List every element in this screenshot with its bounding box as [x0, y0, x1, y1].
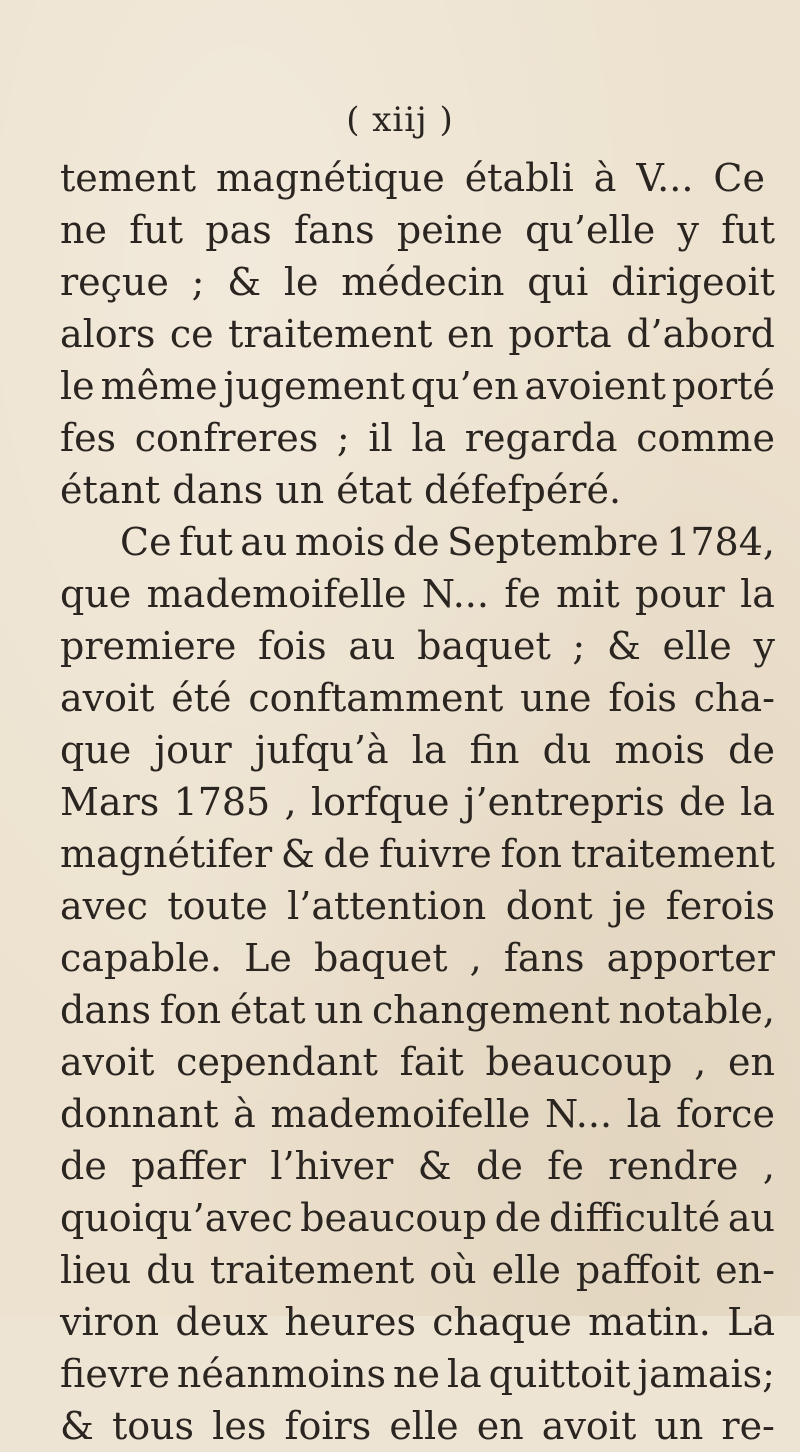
word: j’entrepris: [463, 780, 665, 824]
word: fois: [608, 676, 677, 720]
word: ne: [392, 1352, 440, 1396]
word: baquet: [313, 936, 448, 980]
word: fait: [399, 1040, 464, 1084]
word: traitement: [228, 312, 433, 356]
text-line: [60, 724, 775, 776]
word: changement: [371, 988, 610, 1032]
word: de: [728, 728, 775, 772]
word: que: [60, 572, 132, 616]
word: notable,: [618, 988, 775, 1032]
word: fe: [547, 1144, 584, 1188]
word: ;: [572, 624, 586, 668]
word: N...: [544, 1092, 613, 1136]
word: capable.: [60, 936, 222, 980]
word: fois: [258, 624, 327, 668]
word: à: [593, 156, 617, 200]
word: jufqu’à: [254, 728, 389, 772]
text-line: [60, 1140, 775, 1192]
word: ce: [169, 312, 214, 356]
word: tement: [60, 156, 197, 200]
word: traitement: [570, 832, 775, 876]
word: comme: [636, 416, 775, 460]
word: Septembre: [447, 520, 659, 564]
text-line: [60, 1348, 775, 1400]
word: toute: [167, 884, 268, 928]
word: dirigeoit: [611, 260, 775, 304]
word: rendre: [608, 1144, 739, 1188]
word: un: [314, 988, 364, 1032]
word: fuivre: [378, 832, 492, 876]
word: ,: [469, 936, 482, 980]
text-line: [60, 620, 775, 672]
word: &: [60, 1404, 94, 1448]
word: cependant: [176, 1040, 378, 1084]
word: &: [280, 832, 315, 876]
word: Ce: [120, 520, 172, 564]
word: dans: [60, 988, 151, 1032]
word: la: [740, 780, 775, 824]
word: ,: [762, 1144, 775, 1188]
word: difficulté: [548, 1196, 721, 1240]
word: ,: [694, 1040, 707, 1084]
word: ;: [336, 416, 350, 460]
word: de: [60, 1144, 107, 1188]
word: magnétifer: [60, 832, 273, 876]
word: même: [100, 364, 218, 408]
word: une: [520, 676, 592, 720]
word: la: [411, 728, 447, 772]
word: traitement: [210, 1248, 415, 1292]
word: de: [679, 780, 726, 824]
text-line: [60, 880, 775, 932]
page-number: ( xiij ): [346, 100, 454, 140]
word: il: [368, 416, 393, 460]
word: 1784,: [666, 520, 775, 564]
text-line: [60, 152, 765, 204]
word: force: [676, 1092, 775, 1136]
word: donnant: [60, 1092, 219, 1136]
word: 1785: [173, 780, 271, 824]
word: mademoifelle: [270, 1092, 531, 1136]
word: &: [417, 1144, 452, 1188]
word: viron: [60, 1300, 160, 1344]
word: regarda: [464, 416, 618, 460]
word: jamais;: [637, 1352, 775, 1396]
word: qu’en: [410, 364, 519, 408]
word: foirs: [284, 1404, 372, 1448]
word: chaque: [432, 1300, 572, 1344]
word: avec: [60, 884, 148, 928]
word: au: [727, 1196, 775, 1240]
word: Le: [244, 936, 292, 980]
word: médecin: [341, 260, 505, 304]
word: porté: [671, 364, 775, 408]
text-line: [60, 256, 775, 308]
word: avoient: [524, 364, 666, 408]
word: en-: [715, 1248, 775, 1292]
word: le: [283, 260, 319, 304]
word: mit: [556, 572, 620, 616]
word: alors: [60, 312, 156, 356]
word: du: [542, 728, 592, 772]
word: jugement: [223, 364, 405, 408]
word: pour: [634, 572, 725, 616]
word: tous: [111, 1404, 195, 1448]
word: conftamment: [248, 676, 504, 720]
word: matin.: [588, 1300, 711, 1344]
word: heures: [284, 1300, 416, 1344]
word: ;: [191, 260, 205, 304]
word: de: [494, 1196, 542, 1240]
text-line: [60, 776, 775, 828]
word: l’hiver: [270, 1144, 394, 1188]
word: fin: [469, 728, 520, 772]
word: cha-: [693, 676, 775, 720]
word: qui: [527, 260, 589, 304]
word: ferois: [665, 884, 775, 928]
word: lorfque: [310, 780, 450, 824]
word: au: [240, 520, 288, 564]
word: fe: [504, 572, 541, 616]
word: fut: [129, 208, 184, 252]
word: en: [446, 312, 494, 356]
word: porta: [508, 312, 612, 356]
word: la: [446, 1352, 482, 1396]
word: y: [677, 208, 699, 252]
word: magnétique: [216, 156, 445, 200]
word: à: [233, 1092, 256, 1136]
word: d’abord: [626, 312, 775, 356]
text-line: [120, 516, 775, 568]
text-line: [60, 204, 775, 256]
word: de: [476, 1144, 523, 1188]
word: avoit: [60, 1040, 155, 1084]
text-line: [60, 1088, 775, 1140]
word: beaucoup: [300, 1196, 488, 1240]
word: N...: [421, 572, 489, 616]
word: le: [60, 364, 95, 408]
word: &: [227, 260, 262, 304]
word: la: [411, 416, 447, 460]
word: fut: [179, 520, 233, 564]
word: de: [392, 520, 440, 564]
text-line: [60, 932, 775, 984]
word: confreres: [134, 416, 319, 460]
word: en: [476, 1404, 524, 1448]
word: Ce: [713, 156, 765, 200]
word: y: [753, 624, 775, 668]
text-line: [60, 672, 775, 724]
text-line: [60, 1192, 775, 1244]
word: premiere: [60, 624, 237, 668]
word: fans: [293, 208, 375, 252]
word: pas: [205, 208, 272, 252]
word: mois: [294, 520, 386, 564]
text-line: étant dans un état défefpéré.: [60, 468, 622, 512]
text-line: [60, 412, 775, 464]
word: avoit: [541, 1404, 637, 1448]
word: jour: [154, 728, 232, 772]
word: je: [612, 884, 647, 928]
word: les: [212, 1404, 267, 1448]
word: dont: [505, 884, 593, 928]
word: fut: [721, 208, 775, 252]
word: quittoit: [488, 1352, 631, 1396]
text-line: [60, 360, 775, 412]
word: fans: [503, 936, 585, 980]
word: la: [626, 1092, 662, 1136]
word: néanmoins: [176, 1352, 387, 1396]
word: lieu: [60, 1248, 132, 1292]
word: elle: [389, 1404, 459, 1448]
word: que: [60, 728, 132, 772]
word: Mars: [60, 780, 160, 824]
word: La: [727, 1300, 775, 1344]
word: au: [348, 624, 396, 668]
word: mois: [614, 728, 706, 772]
text-line: [60, 984, 775, 1036]
text-line: [60, 1036, 775, 1088]
text-line: [60, 1400, 775, 1452]
word: fon: [159, 988, 222, 1032]
word: de: [323, 832, 371, 876]
text-line: [60, 308, 775, 360]
word: établi: [464, 156, 574, 200]
word: paffoit: [575, 1248, 701, 1292]
word: où: [429, 1248, 477, 1292]
word: quoiqu’avec: [60, 1196, 293, 1240]
word: beaucoup: [485, 1040, 673, 1084]
word: qu’elle: [525, 208, 656, 252]
word: apporter: [606, 936, 775, 980]
word: V...: [636, 156, 694, 200]
word: la: [740, 572, 775, 616]
text-line: [60, 828, 775, 880]
word: fon: [500, 832, 562, 876]
word: re-: [721, 1404, 775, 1448]
word: paffer: [131, 1144, 246, 1188]
word: deux: [175, 1300, 269, 1344]
word: elle: [491, 1248, 561, 1292]
word: mademoifelle: [146, 572, 407, 616]
word: elle: [662, 624, 732, 668]
word: été: [171, 676, 232, 720]
word: état: [229, 988, 306, 1032]
text-line: [60, 1244, 775, 1296]
word: &: [606, 624, 641, 668]
text-line: [60, 568, 775, 620]
word: peine: [396, 208, 503, 252]
word: ,: [284, 780, 297, 824]
word: fievre: [60, 1352, 170, 1396]
word: en: [727, 1040, 775, 1084]
text-line: [60, 1296, 775, 1348]
word: l’attention: [287, 884, 487, 928]
word: baquet: [417, 624, 551, 668]
word: ne: [60, 208, 107, 252]
word: avoit: [60, 676, 155, 720]
word: reçue: [60, 260, 169, 304]
word: fes: [60, 416, 117, 460]
word: un: [654, 1404, 704, 1448]
word: du: [146, 1248, 196, 1292]
